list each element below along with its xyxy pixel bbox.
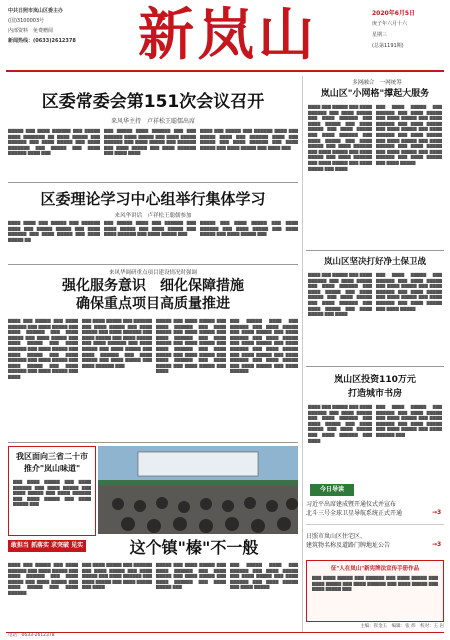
sidebar-story3-col1: ▇▇▇▇ ▇▇▇ ▇▇▇▇▇ ▇▇▇ ▇▇▇▇ ▇▇▇▇▇▇ ▇▇▇ ▇▇▇▇ ▇▇▇▇▇ ▇▇▇ ▇▇▇▇ ▇▇▇▇▇▇ ▇▇▇ ▇▇▇▇ ▇▇▇▇▇ ▇▇▇ ▇▇▇▇ ▇▇▇▇▇ ▇▇▇ ▇▇▇▇ ▇▇▇▇▇ ▇▇▇ ▇▇▇▇ ▇▇▇▇▇▇ ▇▇▇ ▇▇▇▇ — [308, 404, 372, 443]
story-c-body-col4: ▇▇▇ ▇▇▇▇▇ ▇▇▇▇ ▇▇▇ ▇▇▇▇▇▇ ▇▇▇ ▇▇▇▇ ▇▇▇▇▇ ▇▇▇ ▇▇▇▇ ▇▇▇▇▇ ▇▇▇ ▇▇▇▇ ▇▇▇▇▇▇ ▇▇▇ ▇▇▇▇ ▇▇▇▇▇ ▇▇▇ ▇▇▇▇ ▇▇▇▇▇ ▇▇▇ ▇▇▇▇ ▇▇▇▇▇▇ ▇▇▇ ▇▇▇▇ ▇▇▇▇▇ ▇▇▇ ▇▇▇▇ ▇▇▇▇▇ ▇▇▇ ▇▇▇▇ ▇▇▇▇▇▇ ▇▇▇ ▇▇▇▇ ▇▇▇▇▇ ▇▇▇ ▇▇▇▇ ▇▇▇▇▇ ▇▇▇ ▇▇▇▇ ▇▇▇▇▇▇ — [230, 318, 298, 374]
lead-body-col2: ▇▇▇ ▇▇▇▇▇ ▇▇▇▇ ▇▇▇▇▇▇ ▇▇▇ ▇▇▇ ▇▇▇▇▇▇ ▇▇▇▇ ▇▇▇▇▇ ▇▇▇ ▇▇▇▇ ▇▇▇▇▇ ▇▇▇▇▇▇ ▇▇▇ ▇▇▇▇ ▇▇▇▇▇ ▇▇▇ ▇▇▇▇▇▇ ▇▇▇ ▇▇▇▇ ▇▇▇▇▇ ▇▇▇ ▇▇▇▇ ▇▇▇▇▇▇ ▇▇▇ ▇▇▇▇ ▇▇▇▇ — [104, 128, 196, 156]
index-item-2-line1: 日照市岚山区住宅区、 — [306, 533, 367, 540]
sidebar-story2-col2: ▇▇▇ ▇▇▇▇ ▇▇▇▇▇ ▇▇▇ ▇▇▇▇▇▇ ▇▇▇ ▇▇▇▇ ▇▇▇▇▇ ▇▇▇ ▇▇▇▇ ▇▇▇▇▇ ▇▇▇ ▇▇▇▇ ▇▇▇▇▇▇ ▇▇▇ ▇▇▇▇ ▇▇▇▇▇ ▇▇▇ ▇▇▇▇ ▇▇▇▇▇ ▇▇▇ ▇▇▇▇ ▇▇▇▇▇▇ ▇▇▇ ▇▇▇▇ ▇▇▇▇▇ ▇▇▇ ▇▇▇▇ ▇▇▇▇▇ — [376, 272, 442, 311]
index-item-2[interactable] — [306, 532, 434, 550]
ad-title: 征"人在岚山"新宪牌法宣传手册作品 — [330, 566, 420, 572]
conference-photo — [98, 446, 298, 534]
index-item-1[interactable] — [306, 500, 434, 518]
bottom-body-col2: ▇▇▇ ▇▇▇▇ ▇▇▇▇▇ ▇▇▇ ▇▇▇▇▇▇ ▇▇▇ ▇▇▇▇ ▇▇▇▇▇ ▇▇▇ ▇▇▇▇ ▇▇▇▇▇ ▇▇▇ ▇▇▇▇ ▇▇▇▇▇▇ ▇▇▇ ▇▇▇▇ ▇▇▇▇▇ ▇▇▇ ▇▇▇▇ ▇▇▇▇▇ ▇▇▇ ▇▇▇▇ — [82, 562, 152, 590]
column-divider — [302, 76, 303, 632]
story-c-body-col1: ▇▇▇▇ ▇▇▇ ▇▇▇▇▇ ▇▇▇ ▇▇▇▇ ▇▇▇▇▇▇ ▇▇▇ ▇▇▇▇ ▇▇▇▇▇ ▇▇▇ ▇▇▇▇ ▇▇▇▇▇▇ ▇▇▇ ▇▇▇▇ ▇▇▇▇▇ ▇▇▇ ▇▇▇▇ ▇▇▇▇▇ ▇▇▇ ▇▇▇▇ ▇▇▇▇▇ ▇▇▇ ▇▇▇▇ ▇▇▇▇▇▇ ▇▇▇ ▇▇▇▇ ▇▇▇▇▇ ▇▇▇ ▇▇▇▇ ▇▇▇▇▇ ▇▇▇ ▇▇▇▇ ▇▇▇▇▇▇ ▇▇▇ ▇▇▇▇ ▇▇▇▇▇ ▇▇▇ ▇▇▇▇ ▇▇▇▇▇ ▇▇▇ ▇▇▇▇ ▇▇▇▇▇▇ ▇▇▇ ▇▇▇▇ ▇▇▇▇▇ ▇▇▇ ▇▇▇▇ — [8, 318, 78, 379]
story-c-body-col3: ▇▇▇▇▇ ▇▇▇ ▇▇▇▇ ▇▇▇▇▇ ▇▇▇ ▇▇▇▇ ▇▇▇▇▇▇ ▇▇▇ ▇▇▇▇ ▇▇▇▇▇ ▇▇▇ ▇▇▇▇ ▇▇▇▇▇ ▇▇▇ ▇▇▇▇ ▇▇▇▇▇▇ ▇▇▇ ▇▇▇▇ ▇▇▇▇▇ ▇▇▇ ▇▇▇▇ ▇▇▇▇▇ ▇▇▇ ▇▇▇▇ ▇▇▇▇▇▇ ▇▇▇ ▇▇▇▇ ▇▇▇▇▇ ▇▇▇ ▇▇▇▇ ▇▇▇▇▇ ▇▇▇ ▇▇▇▇ ▇▇▇▇▇▇ ▇▇▇ ▇▇▇▇ ▇▇▇▇▇ ▇▇▇ ▇▇▇▇ ▇▇▇▇▇ ▇▇▇ ▇▇▇▇ — [156, 318, 226, 374]
feature-headline-line1: 我区面向三省二十市 — [16, 452, 88, 461]
lead-subtitle: 来风华主持 卢祥松王聪儒出席 — [110, 118, 195, 125]
footer-phone: 电话：0633-2612378 — [8, 633, 55, 638]
publisher: 中共日照市岚山区委主办 — [8, 8, 64, 14]
cn-number: (国)3100003号 — [8, 18, 45, 24]
index-badge: 今日导读 — [310, 484, 354, 496]
internal-note: 内部资料 免费赠阅 — [8, 28, 54, 34]
lead-body-col3: ▇▇▇▇ ▇▇▇ ▇▇▇▇▇ ▇▇▇ ▇▇▇▇▇▇ ▇▇▇▇ ▇▇▇ ▇▇▇▇▇ ▇▇▇▇ ▇▇▇ ▇▇▇▇▇▇ ▇▇▇▇ ▇▇▇ ▇▇▇▇▇ ▇▇▇ ▇▇▇▇ ▇▇▇▇▇▇ ▇▇▇ ▇▇▇▇ ▇▇▇▇▇ ▇▇▇ ▇▇▇▇ ▇▇▇▇▇ ▇▇▇ ▇▇▇▇ ▇▇▇ — [200, 128, 298, 150]
footer-contact: 主编：崔金玉 编辑：张 炜 校对：王 岩 — [360, 624, 444, 629]
masthead-info — [8, 8, 98, 45]
weekday: 星期三 — [372, 32, 388, 38]
sidebar-story2-title: 岚山区坚决打好净土保卫战 — [323, 257, 426, 267]
date-label: 2020年6月5日 — [372, 10, 416, 17]
divider — [306, 250, 444, 251]
hotline: 新闻热线：(0633)2612378 — [8, 38, 76, 44]
lead-title: 区委常委会第151次会议召开 — [41, 92, 265, 112]
story-b-title: 区委理论学习中心组举行集体学习 — [40, 190, 266, 208]
sidebar-story3-col2: ▇▇▇ ▇▇▇▇ ▇▇▇▇▇ ▇▇▇ ▇▇▇▇▇▇ ▇▇▇ ▇▇▇▇ ▇▇▇▇▇ ▇▇▇ ▇▇▇▇ ▇▇▇▇▇ ▇▇▇ ▇▇▇▇ ▇▇▇▇▇▇ ▇▇▇ ▇▇▇▇ ▇▇▇▇▇ ▇▇▇ ▇▇▇▇ ▇▇▇▇▇ ▇▇▇ ▇▇▇▇ ▇▇▇▇▇▇ ▇▇▇ — [376, 404, 442, 437]
feature-headline-line2: 推介"岚山味道" — [23, 464, 81, 473]
story-b-subtitle: 来风华讲话 卢祥松王聪儒参加 — [114, 213, 192, 219]
index-item-2-line2: 建筑物名称及道路门牌地址公告 — [306, 542, 391, 549]
bottom-body-col3: ▇▇▇▇▇ ▇▇▇ ▇▇▇▇ ▇▇▇▇▇ ▇▇▇ ▇▇▇▇ ▇▇▇▇▇▇ ▇▇▇ ▇▇▇▇ ▇▇▇▇▇ ▇▇▇ ▇▇▇▇ ▇▇▇▇▇ ▇▇▇ ▇▇▇▇ ▇▇▇▇▇▇ ▇▇▇ ▇▇▇▇ ▇▇▇▇▇ ▇▇▇ — [156, 562, 226, 590]
index-item-1-page: →3 — [432, 509, 442, 516]
divider — [306, 524, 444, 525]
divider — [8, 264, 298, 265]
story-b-body-col2: ▇▇▇ ▇▇▇▇▇ ▇▇▇▇ ▇▇▇ ▇▇▇▇▇▇ ▇▇▇ ▇▇▇▇ ▇▇▇▇▇ ▇▇▇ ▇▇▇▇ ▇▇▇▇▇ ▇▇▇ ▇▇▇▇ ▇▇▇▇▇▇ ▇▇▇ ▇▇▇▇ ▇▇▇▇▇ ▇▇▇ — [104, 220, 196, 237]
issue-number: (总第1191期) — [372, 43, 404, 49]
divider — [8, 442, 298, 443]
story-c-title-line2: 确保重点项目高质量推进 — [76, 296, 230, 312]
ad-body: ▇▇▇ ▇▇▇▇ ▇▇▇▇▇ ▇▇▇ ▇▇▇▇▇▇ ▇▇▇ ▇▇▇▇ ▇▇▇▇▇ ▇▇▇ ▇▇▇▇ ▇▇▇▇▇ ▇▇▇ ▇▇▇▇ ▇▇▇▇▇▇ ▇▇▇ ▇▇▇▇ ▇▇▇▇▇ ▇▇▇ ▇▇▇▇ ▇▇▇▇▇ ▇▇▇ — [312, 575, 438, 592]
story-c-kicker: 来风华调研重点项目建设情况时强调 — [108, 270, 197, 276]
ad-box — [306, 560, 444, 622]
story-b-body-col1: ▇▇▇▇ ▇▇▇▇ ▇▇▇ ▇▇▇▇▇ ▇▇▇ ▇▇▇▇▇▇ ▇▇▇▇ ▇▇▇ ▇▇▇▇▇ ▇▇▇▇▇ ▇▇▇ ▇▇▇▇ ▇▇▇▇▇▇ ▇▇▇ ▇▇▇▇ ▇▇▇▇▇ ▇▇▇ ▇▇▇▇ ▇▇▇▇▇ ▇▇ — [8, 220, 100, 242]
index-item-1-line1: 习近平出席建成暨开通仪式并宣布 — [306, 501, 397, 508]
bottom-title: 这个镇"榛"不一般 — [129, 538, 259, 557]
feature-headline-box — [8, 446, 96, 536]
sidebar-kicker: 多网融合 一网统筹 — [352, 80, 402, 86]
story-c-title-line1: 强化服务意识 细化保障措施 — [62, 278, 244, 294]
bottom-body-col4: ▇▇▇ ▇▇▇▇▇ ▇▇▇▇ ▇▇▇ ▇▇▇▇▇▇ ▇▇▇ ▇▇▇▇ ▇▇▇▇▇ ▇▇▇ ▇▇▇▇ ▇▇▇▇▇ ▇▇▇ ▇▇▇▇ ▇▇▇▇▇▇ ▇▇▇ ▇▇▇▇ ▇▇▇▇▇ ▇▇▇ ▇▇▇▇ ▇▇▇▇▇ — [230, 562, 298, 590]
divider — [306, 366, 444, 367]
lead-body-col1: ▇▇▇▇▇ ▇▇▇ ▇▇▇▇ ▇▇▇▇▇▇ ▇▇▇ ▇▇▇▇▇ ▇▇▇▇ ▇▇▇▇▇▇▇ ▇▇ ▇▇▇▇ ▇▇▇▇▇ ▇▇▇ ▇▇▇▇▇▇ ▇▇▇ ▇▇▇▇ ▇▇▇▇▇ ▇▇▇ ▇▇▇▇ ▇▇▇▇▇▇▇ ▇▇▇ ▇▇▇▇▇ ▇▇▇ ▇▇▇▇ ▇▇▇▇▇▇ ▇▇▇▇ ▇▇▇ — [8, 128, 100, 156]
feature-body: ▇▇▇ ▇▇▇▇ ▇▇▇▇▇ ▇▇▇ ▇▇▇▇ ▇▇▇▇▇▇ ▇▇▇ ▇▇▇▇ ▇▇▇▇▇ ▇▇▇ ▇▇▇▇ ▇▇▇▇▇ ▇▇▇ ▇▇▇▇ ▇▇▇▇▇▇ ▇▇▇ ▇▇▇▇ ▇▇▇▇▇ ▇▇▇ ▇▇▇▇ ▇▇▇▇▇ ▇▇▇ — [13, 479, 91, 507]
conference-photo-art — [98, 446, 298, 534]
divider — [8, 182, 298, 183]
masthead-title: 新岚山 — [138, 2, 318, 68]
sidebar-story3-title: 岚山区投资110万元 — [334, 375, 416, 385]
story-b-body-col3: ▇▇▇▇▇ ▇▇▇ ▇▇▇▇ ▇▇▇▇▇ ▇▇▇ ▇▇▇▇ ▇▇▇▇▇▇ ▇▇▇ ▇▇▇▇ ▇▇▇▇▇ ▇▇▇ ▇▇▇▇ ▇▇▇▇▇ ▇▇▇ ▇▇▇▇ ▇▇▇▇▇ ▇▇▇ — [200, 220, 298, 237]
sidebar-story1-col2: ▇▇▇ ▇▇▇▇ ▇▇▇▇▇ ▇▇▇ ▇▇▇▇▇▇ ▇▇▇ ▇▇▇▇ ▇▇▇▇▇ ▇▇▇ ▇▇▇▇ ▇▇▇▇▇ ▇▇▇ ▇▇▇▇ ▇▇▇▇▇▇ ▇▇▇ ▇▇▇▇ ▇▇▇▇▇ ▇▇▇ ▇▇▇▇ ▇▇▇▇▇ ▇▇▇ ▇▇▇▇ ▇▇▇▇▇▇ ▇▇▇ ▇▇▇▇ ▇▇▇▇▇ ▇▇▇ ▇▇▇▇ ▇▇▇▇▇ ▇▇▇ ▇▇▇▇ ▇▇▇▇▇▇ ▇▇▇ ▇▇▇▇ ▇▇▇▇▇ ▇▇▇ ▇▇▇▇ ▇▇▇▇▇ ▇▇▇ ▇▇▇▇ ▇▇▇▇▇▇ ▇▇▇ ▇▇▇▇ ▇▇▇▇▇ ▇▇▇ ▇▇▇▇ ▇▇▇▇▇ — [376, 104, 442, 165]
sidebar-banner-title: 岚山区"小网格"撑起大服务 — [320, 89, 430, 99]
index-item-1-line2: 北斗三号全球卫星导航系统正式开通 — [306, 510, 403, 517]
masthead-rule — [6, 70, 444, 72]
bottom-kicker: 敢担当 抓落实 求突破 见实效 — [8, 540, 86, 552]
bottom-body-col1: ▇▇▇▇ ▇▇▇ ▇▇▇▇▇ ▇▇▇ ▇▇▇▇ ▇▇▇▇▇▇ ▇▇▇ ▇▇▇▇ ▇▇▇▇▇ ▇▇▇ ▇▇▇▇ ▇▇▇▇▇▇ ▇▇▇ ▇▇▇▇ ▇▇▇▇▇ ▇▇▇ ▇▇▇▇ ▇▇▇▇▇ ▇▇▇ ▇▇▇▇ ▇▇▇▇▇ ▇▇▇ ▇▇▇▇ ▇▇▇▇▇▇ — [8, 562, 78, 595]
sidebar-story3-subtitle: 打造城市书房 — [347, 389, 402, 399]
masthead-date-block — [372, 10, 444, 50]
index-item-2-page: →3 — [432, 541, 442, 548]
sidebar-story1-col1: ▇▇▇▇ ▇▇▇ ▇▇▇▇▇ ▇▇▇ ▇▇▇▇ ▇▇▇▇▇▇ ▇▇▇ ▇▇▇▇ ▇▇▇▇▇ ▇▇▇ ▇▇▇▇ ▇▇▇▇▇▇ ▇▇▇ ▇▇▇▇ ▇▇▇▇▇ ▇▇▇ ▇▇▇▇ ▇▇▇▇▇ ▇▇▇ ▇▇▇▇ ▇▇▇▇▇ ▇▇▇ ▇▇▇▇ ▇▇▇▇▇▇ ▇▇▇ ▇▇▇▇ ▇▇▇▇▇ ▇▇▇ ▇▇▇▇ ▇▇▇▇▇ ▇▇▇ ▇▇▇▇ ▇▇▇▇▇▇ ▇▇▇ ▇▇▇▇ ▇▇▇▇▇ ▇▇▇ ▇▇▇▇ ▇▇▇▇▇ ▇▇▇ ▇▇▇▇ ▇▇▇▇▇▇ ▇▇▇ ▇▇▇▇ ▇▇▇▇▇ ▇▇▇ ▇▇▇▇ ▇▇▇▇▇ ▇▇▇ ▇▇▇▇ — [308, 104, 372, 171]
lunar-date: 庚子年六月十六 — [372, 21, 408, 27]
story-c-body-col2: ▇▇▇ ▇▇▇▇ ▇▇▇▇▇ ▇▇▇ ▇▇▇▇▇▇ ▇▇▇ ▇▇▇▇ ▇▇▇▇▇ ▇▇▇ ▇▇▇▇ ▇▇▇▇▇ ▇▇▇ ▇▇▇▇ ▇▇▇▇▇▇ ▇▇▇ ▇▇▇▇ ▇▇▇▇▇ ▇▇▇ ▇▇▇▇ ▇▇▇▇▇ ▇▇▇ ▇▇▇▇ ▇▇▇▇▇▇ ▇▇▇ ▇▇▇▇ ▇▇▇▇▇ ▇▇▇ ▇▇▇▇ ▇▇▇▇▇ ▇▇▇ ▇▇▇▇ ▇▇▇▇▇▇ ▇▇▇ ▇▇▇▇ ▇▇▇▇▇ ▇▇▇ ▇▇▇▇ ▇▇▇▇▇ ▇▇▇ ▇▇▇▇ ▇▇▇▇▇▇ ▇▇▇ — [82, 318, 152, 368]
sidebar-story2-col1: ▇▇▇▇ ▇▇▇ ▇▇▇▇▇ ▇▇▇ ▇▇▇▇ ▇▇▇▇▇▇ ▇▇▇ ▇▇▇▇ ▇▇▇▇▇ ▇▇▇ ▇▇▇▇ ▇▇▇▇▇▇ ▇▇▇ ▇▇▇▇ ▇▇▇▇▇ ▇▇▇ ▇▇▇▇ ▇▇▇▇▇ ▇▇▇ ▇▇▇▇ ▇▇▇▇▇ ▇▇▇ ▇▇▇▇ ▇▇▇▇▇▇ ▇▇▇ ▇▇▇▇ ▇▇▇▇▇ ▇▇▇ ▇▇▇▇ ▇▇▇▇▇ ▇▇▇ ▇▇▇▇ — [308, 272, 372, 317]
